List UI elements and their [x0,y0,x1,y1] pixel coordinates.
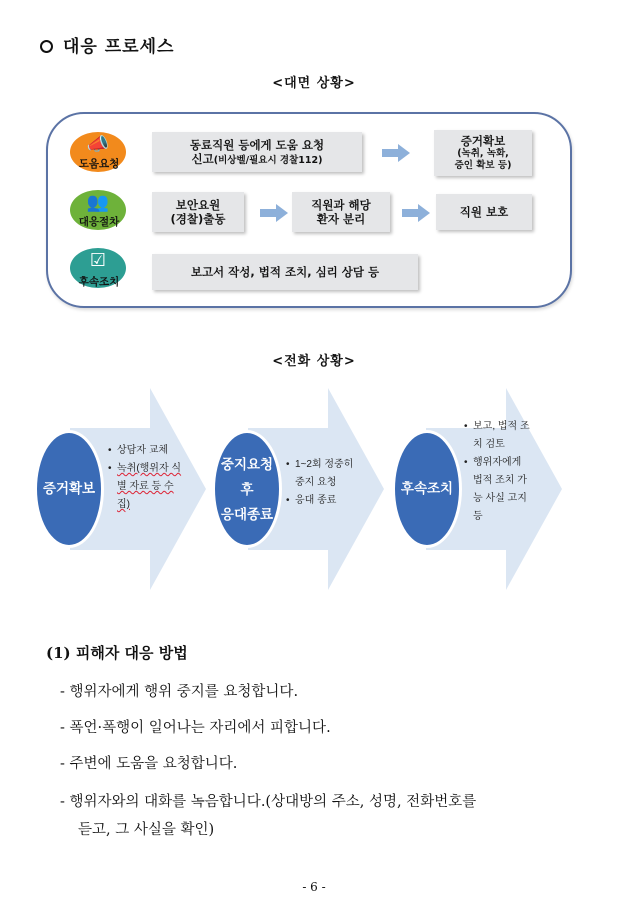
section-title: (1) 피해자 대응 방법 [46,644,188,662]
evidence-box: 증거확보 (녹취, 녹화, 증인 확보 등) [434,130,532,176]
list-item: • 응대 종료 [286,492,362,510]
request-help-box: 동료직원 등에게 도움 요청 신고(비상벨/필요시 경찰112) [152,132,362,172]
list-item: • 1~2회 정중히 중지 요청 [286,456,362,492]
section-heading: 대응 프로세스 [40,32,174,57]
list-item: • 녹취(행위자 식별 자료 등 수집) [108,460,184,514]
step-circle-evidence: 증거확보 [34,430,104,548]
list-item: • 행위자에게 법적 조치 가능 사실 고지 등 [464,454,530,526]
text-line: - 폭언·폭행이 일어나는 자리에서 피합니다. [60,720,331,736]
circle-bullet-icon [40,40,53,53]
separate-patient-box: 직원과 해당 환자 분리 [292,192,390,232]
list-item: • 상담자 교체 [108,442,184,460]
page-number: - 6 - [302,880,326,894]
arrow-right-icon [402,204,430,222]
calendar-check-icon: ☑ [70,248,126,288]
text-line: - 행위자에게 행위 중지를 요청합니다. [60,684,299,700]
followup-box: 보고서 작성, 법적 조치, 심리 상담 등 [152,254,418,290]
face-to-face-title: <대면 상황> [272,76,356,91]
people-icon: 👥 [70,190,126,230]
face-to-face-flow [46,112,572,308]
stage-label-request: 도움요청 [78,158,120,170]
phone-title: <전화 상황> [272,354,356,369]
step-list-evidence [108,442,184,514]
protect-staff-box: 직원 보호 [436,194,532,230]
security-dispatch-box: 보안요원 (경찰)출동 [152,192,244,232]
step-circle-stop-request: 중지요청 후 응대종료 [212,430,282,548]
step-list-followup [464,418,530,526]
step-list-stop-request [286,456,362,510]
arrow-right-icon [260,204,288,222]
step-circle-followup: 후속조치 [392,430,462,548]
megaphone-icon: 📣 [70,132,126,172]
stage-label-followup: 후속조치 [78,276,120,288]
text-line: 듣고, 그 사실을 확인) [78,822,215,838]
text-line: - 주변에 도움을 요청합니다. [60,756,238,772]
list-item: • 보고, 법적 조치 검토 [464,418,530,454]
arrow-right-icon [382,144,410,162]
text-line: - 행위자와의 대화를 녹음합니다.(상대방의 주소, 성명, 전화번호를 [60,794,477,810]
stage-label-procedure: 대응절차 [78,216,120,228]
